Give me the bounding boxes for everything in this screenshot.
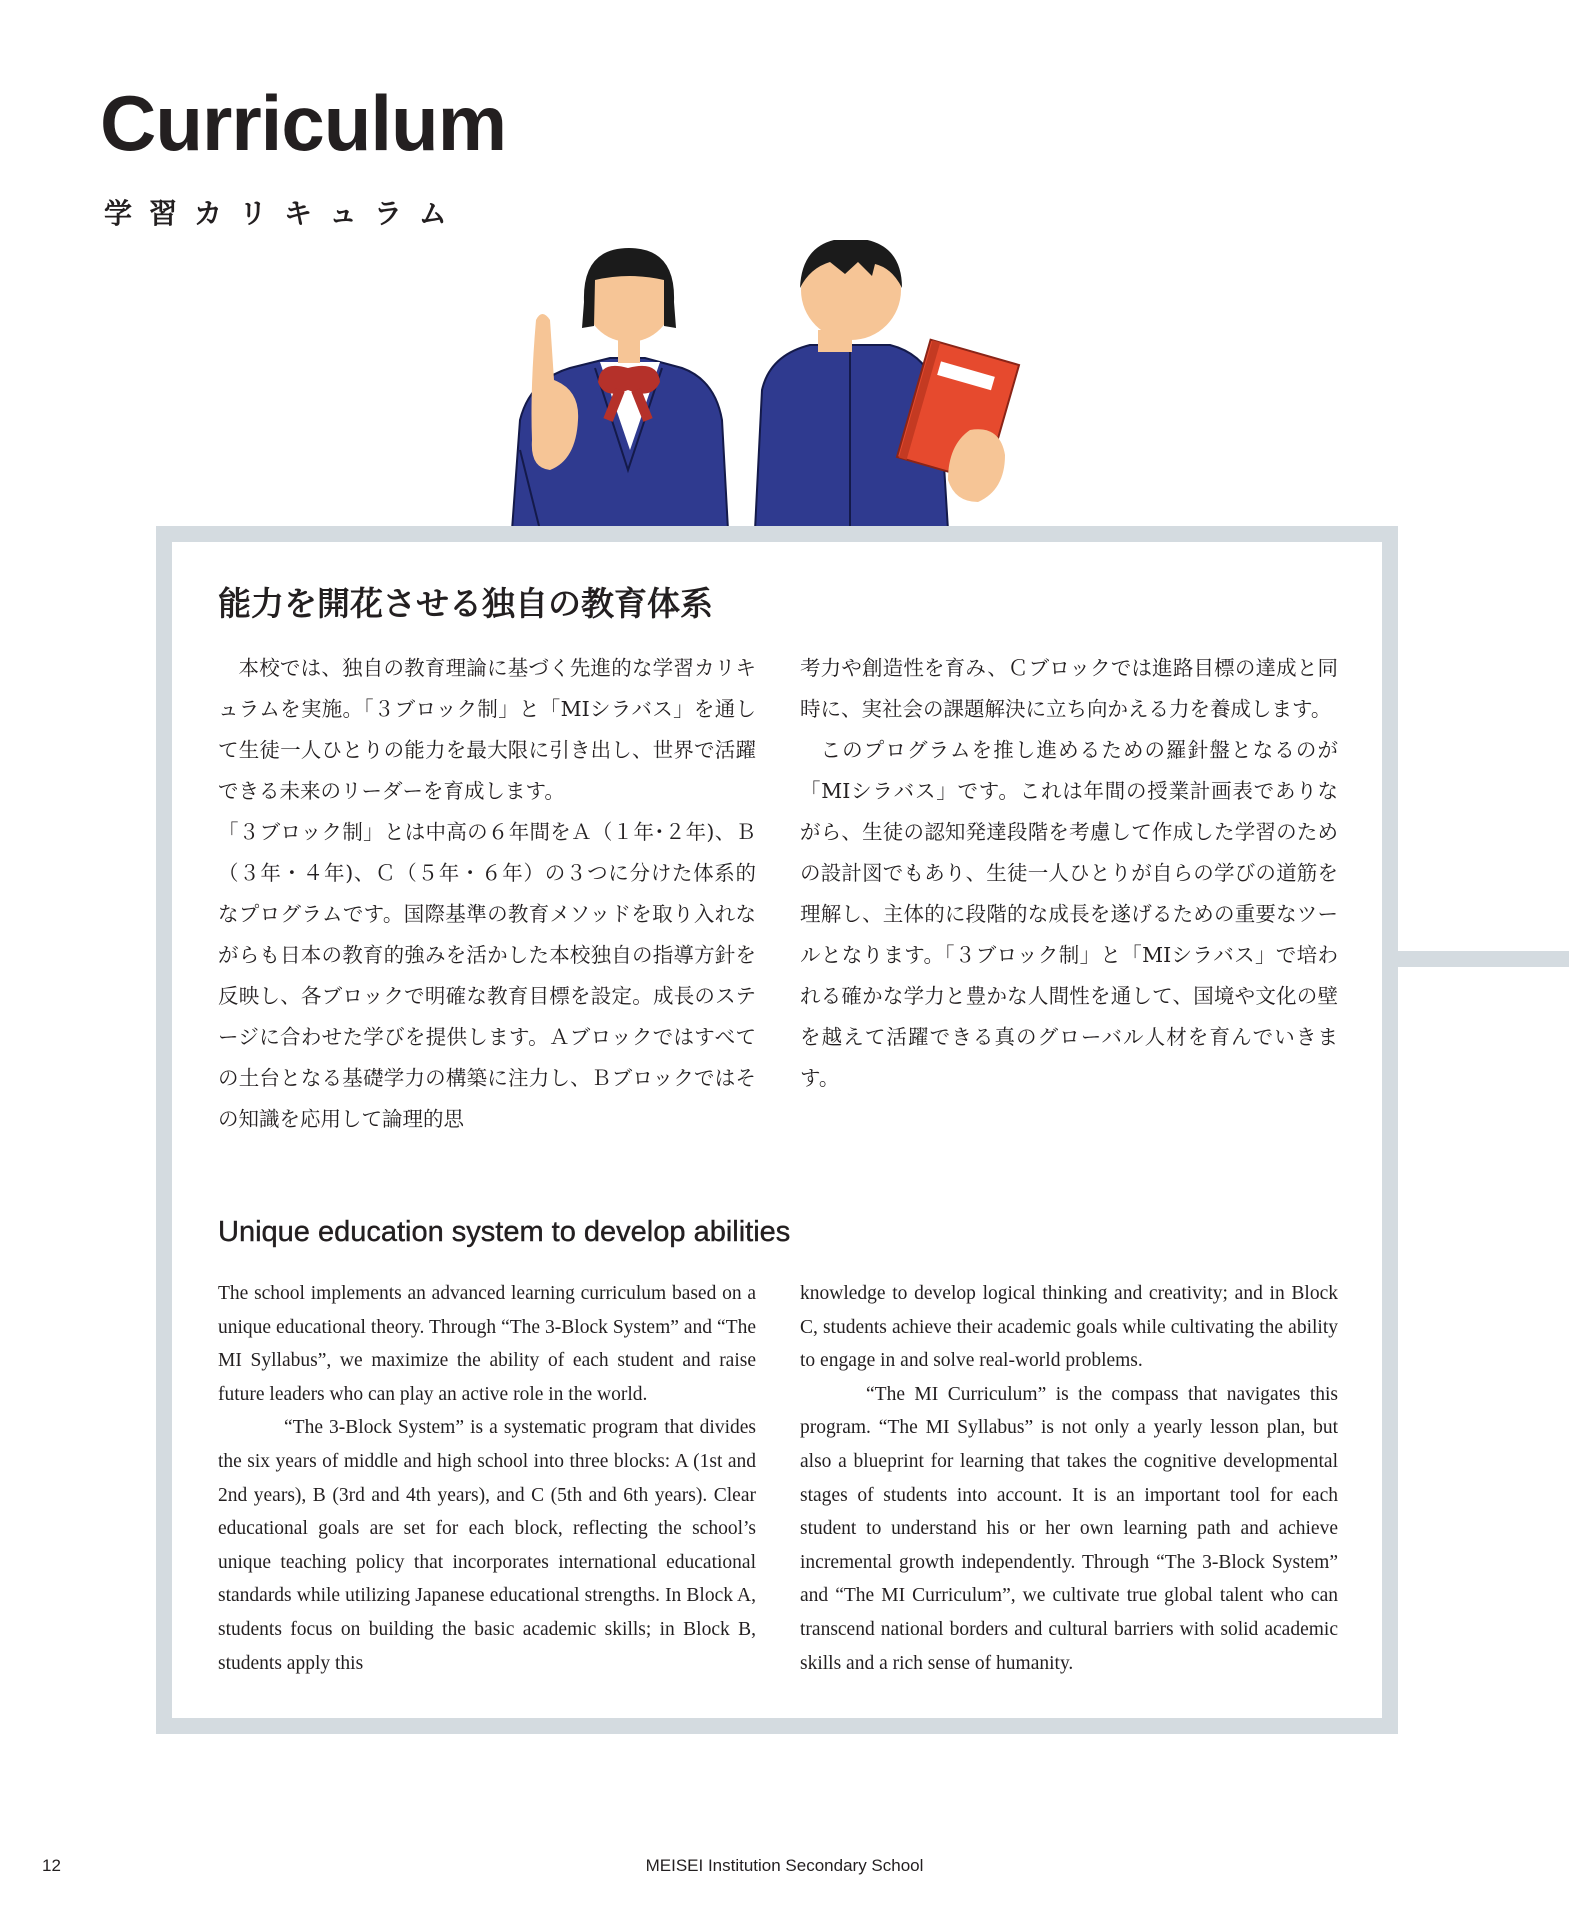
en-paragraph: “The 3-Block System” is a systematic program that divides the six years of middle and high school into three blocks: A (1st and 2nd years), B (3rd and 4th years), and C (5th and 6th years). Clear educational goals are set for each block, reflecting the school’s unique teaching policy that incorporates international educational standards while utilizing Japanese educational strengths. In Block A, students focus on building the basic academic skills; in Block B, students apply this	[218, 1417, 756, 1674]
jp-paragraph: このプログラムを推し進めるための羅針盤となるのが「MIシラバス」です。これは年間の授業計画表でありながら、生徒の認知発達段階を考慮して作成した学習のための設計図でもあり、生徒一人ひとりが自らの学びの道筋を理解し、主体的に段階的な成長を遂げるための重要なツールとなります。「３ブロック制」と「MIシラバス」で培われる確かな学力と豊かな人間性を通して、国境や文化の壁を越えて活躍できる真のグローバル人材を育んでいきます。	[800, 738, 1338, 1090]
en-paragraph: “The MI Curriculum” is the compass that navigates this program. “The MI Syllabus” is not only a yearly lesson plan, but also a blueprint for learning that takes the cognitive developmental stages of students into account. It is an important tool for each student to understand his or her own learning path and achieve incremental growth independently. Through “The 3-Block System” and “The MI Curriculum”, we cultivate true global talent who can transcend national borders and cultural barriers with solid academic skills and a rich sense of humanity.	[800, 1383, 1338, 1674]
jp-paragraph: 「３ブロック制」とは中高の６年間をＡ（１年･２年)、Ｂ（３年・４年)、Ｃ（５年・６年）の３つに分けた体系的なプログラムです。国際基準の教育メソッドを取り入れながらも日本の教育的強みを活かした本校独自の指導方針を反映し、各ブロックで明確な教育目標を設定。成長のステージに合わせた学びを提供します。Ａブロックではすべての土台となる基礎学力の構築に注力し、Ｂブロックではその知識を応用して論理的思	[218, 820, 756, 1131]
page-number: 12	[42, 1856, 61, 1875]
jp-left-column	[218, 648, 756, 1140]
boy-student-icon	[755, 240, 1019, 530]
jp-paragraph: 考力や創造性を育み、Ｃブロックでは進路目標の達成と同時に、実社会の課題解決に立ち向かえる力を養成します。	[800, 656, 1338, 721]
girl-student-icon	[512, 248, 728, 530]
jp-section-heading: 能力を開花させる独自の教育体系	[218, 584, 713, 623]
en-left-column	[218, 1277, 756, 1680]
students-illustration	[500, 240, 1060, 530]
frame-connector-line	[1398, 951, 1569, 967]
en-paragraph: The school implements an advanced learning curriculum based on a unique educational theory. Through “The 3-Block System” and “The MI Syllabus”, we maximize the ability of each student and raise future leaders who can play an active role in the world.	[218, 1283, 756, 1405]
jp-paragraph: 本校では、独自の教育理論に基づく先進的な学習カリキュラムを実施。「３ブロック制」と「MIシラバス」を通して生徒一人ひとりの能力を最大限に引き出し、世界で活躍できる未来のリーダーを育成します。	[218, 656, 756, 803]
jp-right-column	[800, 648, 1338, 1099]
footer-school-name: MEISEI Institution Secondary School	[645, 1856, 924, 1875]
page-title: Curriculum	[100, 79, 507, 167]
en-right-column	[800, 1277, 1338, 1680]
en-section-heading: Unique education system to develop abilities	[218, 1216, 791, 1248]
page-subtitle: 学習カリキュラム	[104, 197, 464, 230]
en-paragraph: knowledge to develop logical thinking and creativity; and in Block C, students achieve their academic goals while cultivating the ability to engage in and solve real-world problems.	[800, 1283, 1338, 1372]
